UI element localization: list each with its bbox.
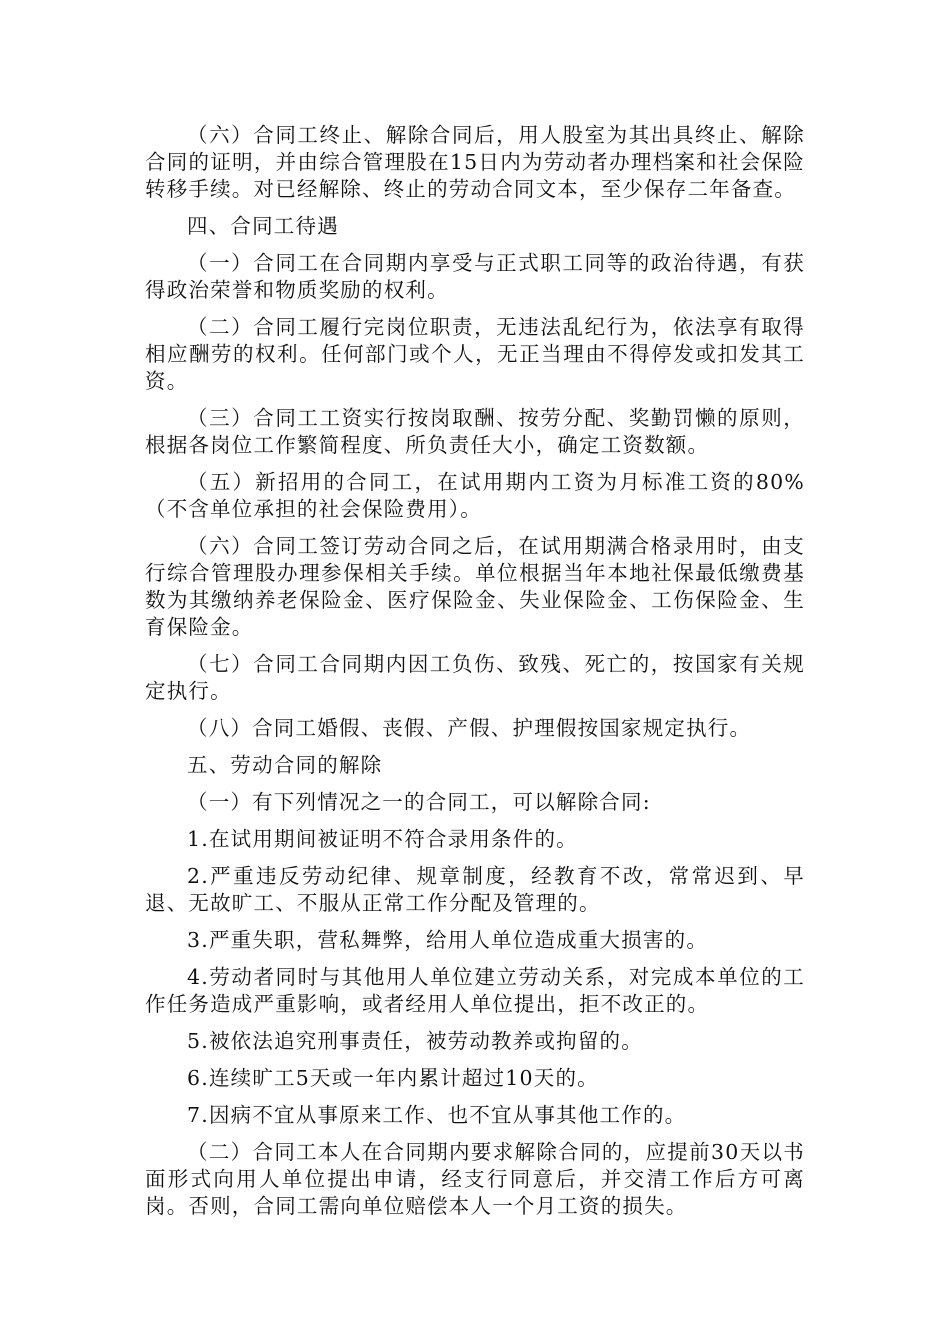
paragraph-leave: （八）合同工婚假、丧假、产假、护理假按国家规定执行。 (187, 716, 752, 740)
paragraph-social-insurance: （六）合同工签订劳动合同之后，在试用期满合格录用时，由支行综合管理股办理参保相关手续。单位根据当年本地社保最低缴费基数为其缴纳养老保险金、医疗保险金、失业保险金、工伤保险金、生育保险金。 (145, 534, 805, 639)
paragraph-probation-wage: （五）新招用的合同工，在试用期内工资为月标准工资的80%（不含单位承担的社会保险费用）。 (145, 470, 805, 521)
list-item-4: 4.劳动者同时与其他用人单位建立劳动关系，对完成本单位的工作任务造成严重影响，或者经用人单位提出，拒不改正的。 (145, 965, 805, 1016)
paragraph-political-treatment: （一）合同工在合同期内享受与正式职工同等的政治待遇，有获得政治荣誉和物质奖励的权利。 (145, 251, 805, 302)
section-heading-termination: 五、劳动合同的解除 (187, 753, 383, 777)
list-item-7: 7.因病不宜从事原来工作、也不宜从事其他工作的。 (187, 1103, 687, 1127)
list-item-2: 2.严重违反劳动纪律、规章制度，经教育不改，常常迟到、早退、无故旷工、不服从正常工作分配及管理的。 (145, 864, 805, 915)
list-item-3: 3.严重失职，营私舞弊，给用人单位造成重大损害的。 (187, 928, 709, 952)
list-item-6: 6.连续旷工5天或一年内累计超过10天的。 (187, 1066, 599, 1090)
list-item-1: 1.在试用期间被证明不符合录用条件的。 (187, 827, 578, 851)
list-item-5: 5.被依法追究刑事责任，被劳动教养或拘留的。 (187, 1029, 643, 1053)
document-body (145, 122, 805, 1230)
section-heading-benefits: 四、合同工待遇 (187, 214, 339, 238)
paragraph-remuneration-right: （二）合同工履行完岗位职责，无违法乱纪行为，依法享有取得相应酬劳的权利。任何部门或个人，无正当理由不得停发或扣发其工资。 (145, 315, 805, 393)
paragraph-termination-conditions: （一）有下列情况之一的合同工，可以解除合同: (187, 790, 651, 814)
paragraph-employee-resignation: （二）合同工本人在合同期内要求解除合同的，应提前30天以书面形式向用人单位提出申请，经支行同意后，并交清工作后方可离岗。否则，合同工需向单位赔偿本人一个月工资的损失。 (145, 1140, 805, 1218)
paragraph-wage-principle: （三）合同工工资实行按岗取酬、按劳分配、奖勤罚懒的原则，根据各岗位工作繁简程度、所负责任大小，确定工资数额。 (145, 406, 805, 457)
paragraph-work-injury: （七）合同工合同期内因工负伤、致残、死亡的，按国家有关规定执行。 (145, 652, 805, 703)
paragraph-termination-certificate: （六）合同工终止、解除合同后，用人股室为其出具终止、解除合同的证明，并由综合管理股在15日内为劳动者办理档案和社会保险转移手续。对已经解除、终止的劳动合同文本，至少保存二年备查。 (145, 123, 805, 201)
